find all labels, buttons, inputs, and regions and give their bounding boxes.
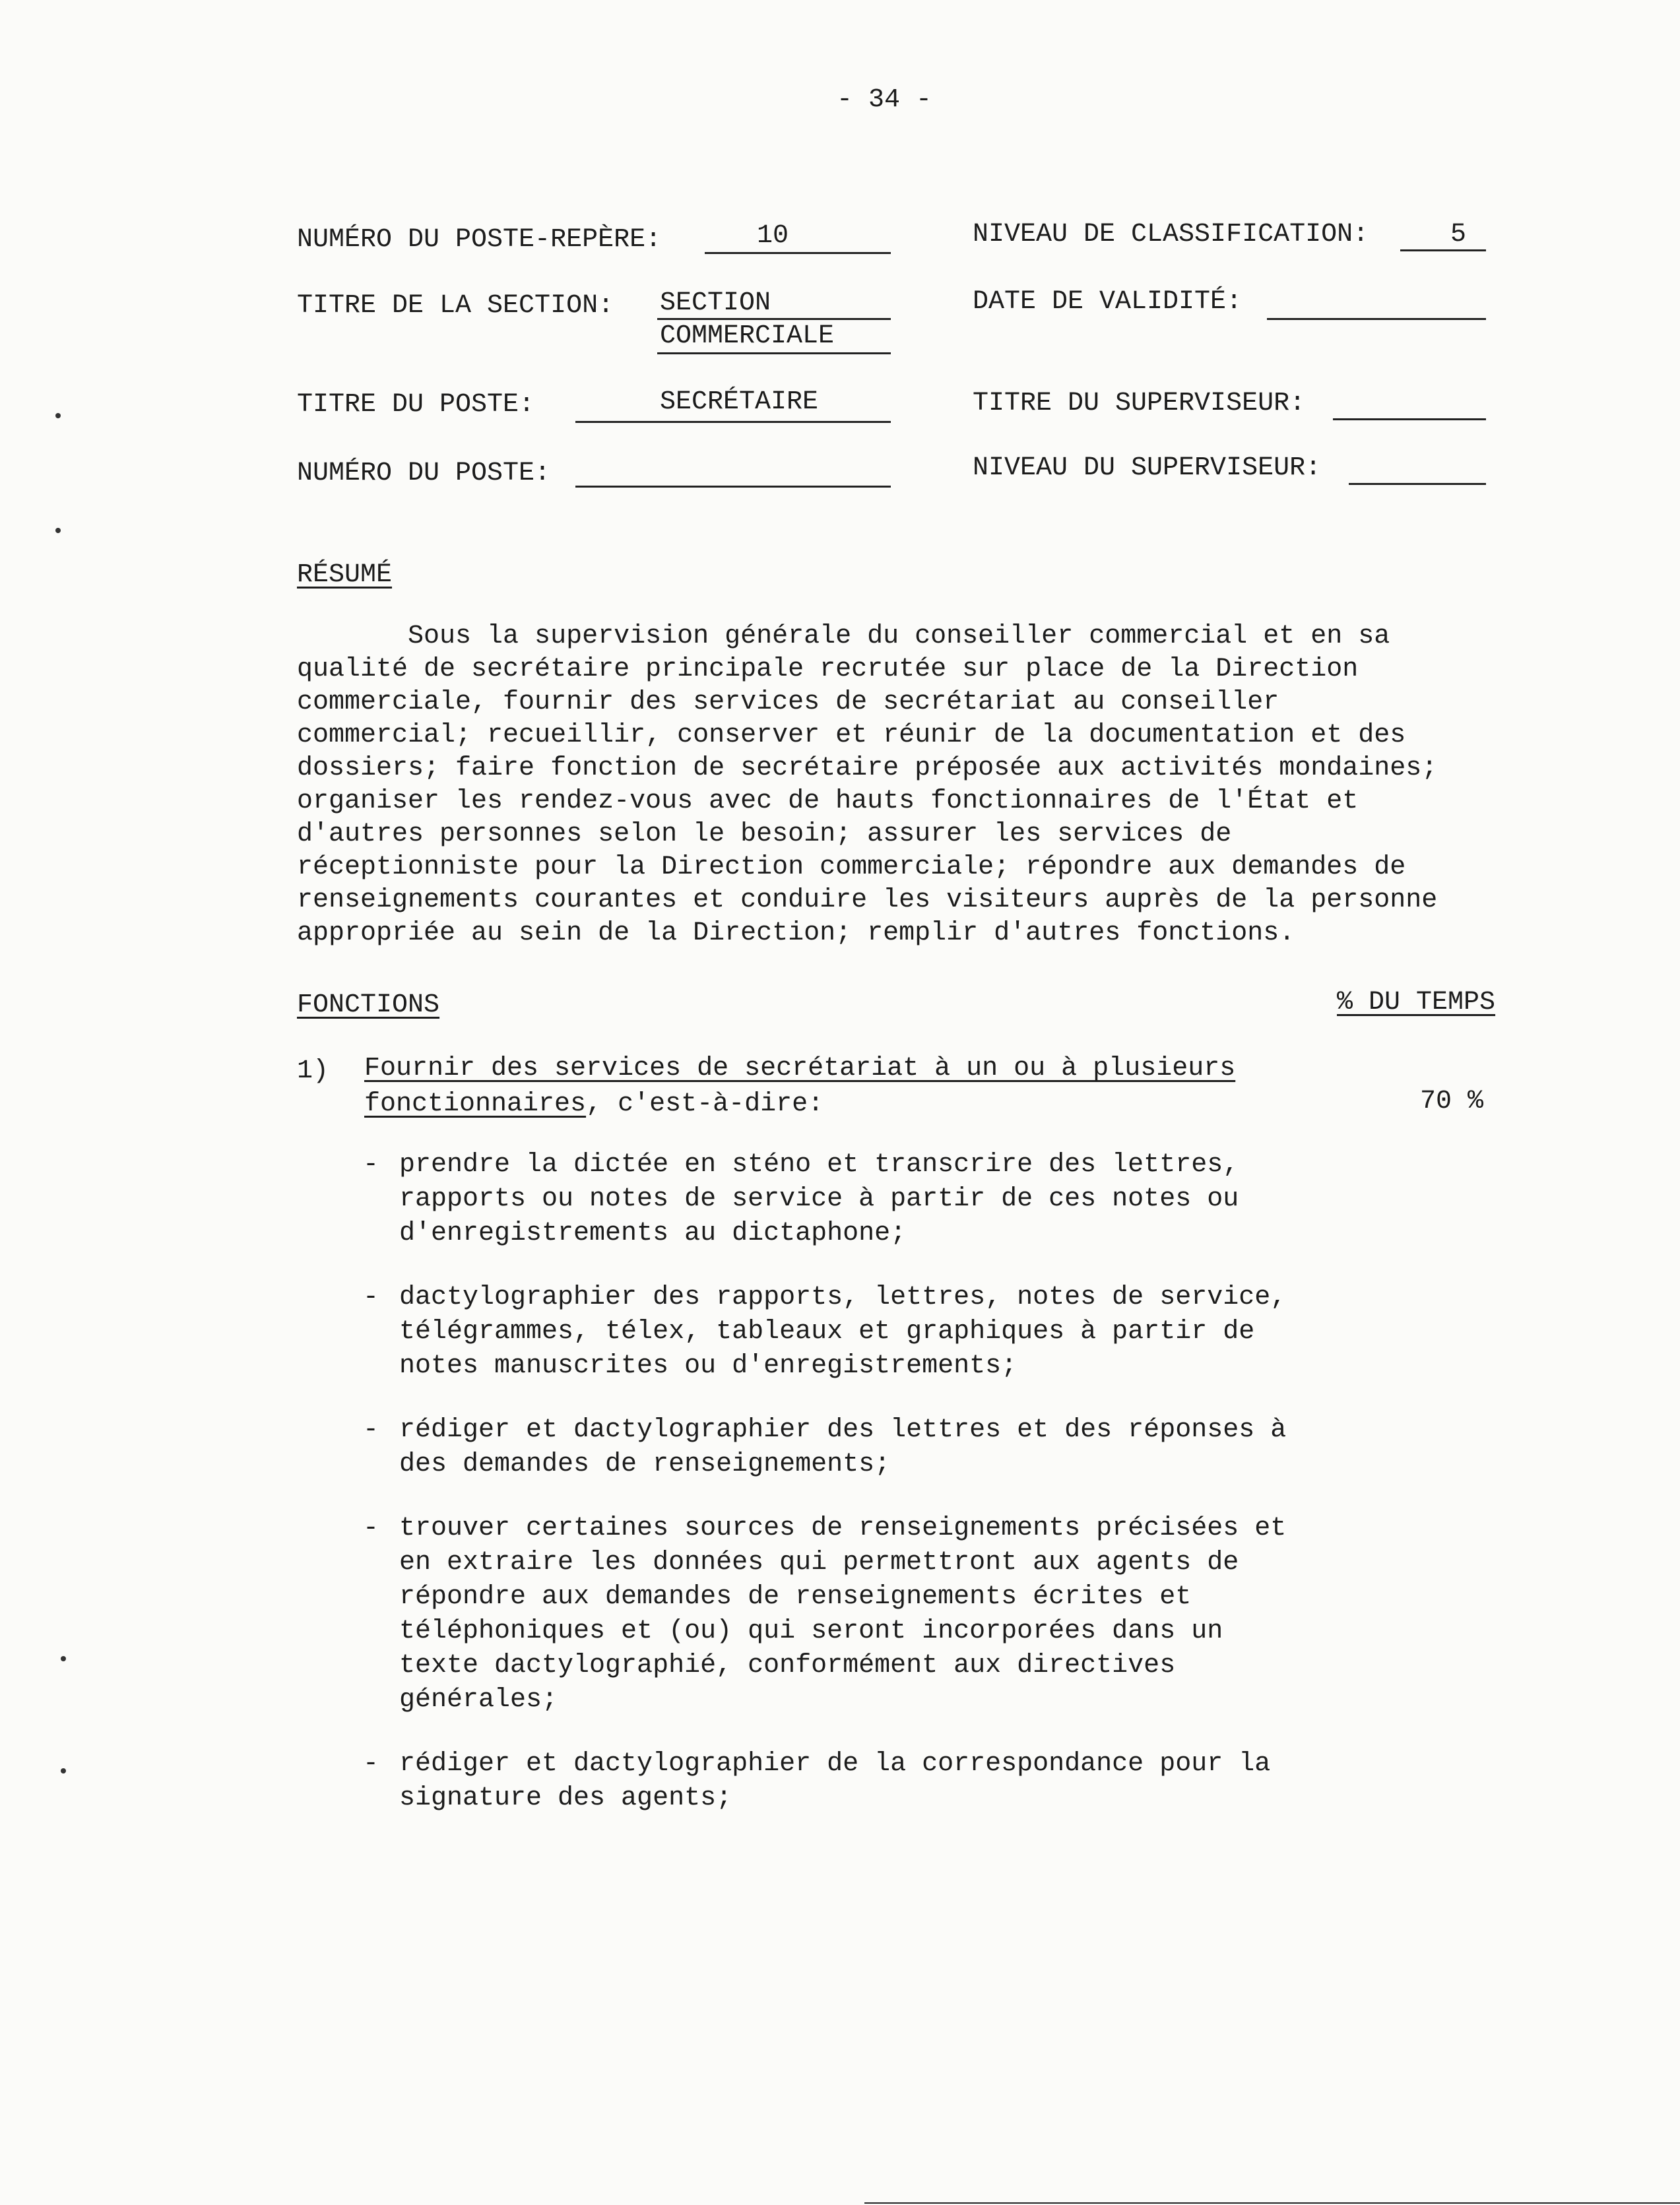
- list-item: [363, 1747, 1353, 1816]
- item-line: signature des agents;: [399, 1783, 732, 1813]
- niveau-classification-label: NIVEAU DE CLASSIFICATION:: [973, 220, 1369, 249]
- niveau-classification-line: [1400, 249, 1486, 251]
- task-percent: 70 %: [1420, 1087, 1484, 1116]
- task-subitems: [363, 1148, 1353, 1845]
- numero-poste-label: NUMÉRO DU POSTE:: [297, 459, 551, 488]
- list-item: [363, 1281, 1353, 1384]
- item-line: dactylographier des rapports, lettres, notes de service,: [399, 1283, 1287, 1312]
- list-dash: -: [363, 1514, 379, 1543]
- item-line: rédiger et dactylographier de la correspondance pour la: [399, 1749, 1271, 1779]
- task-title-underlined: fonctionnaires: [364, 1089, 587, 1119]
- fonctions-heading: FONCTIONS: [297, 990, 440, 1020]
- item-line: rapports ou notes de service à partir de ces notes ou: [399, 1184, 1239, 1214]
- numero-poste-line: [575, 486, 891, 488]
- bottom-edge-line: [864, 2202, 1680, 2204]
- resume-line: qualité de secrétaire principale recrutée sur place de la Direction: [297, 655, 1359, 684]
- scan-speck: [55, 413, 61, 418]
- list-item: [363, 1512, 1353, 1717]
- list-dash: -: [363, 1150, 379, 1180]
- resume-line: d'autres personnes selon le besoin; assurer les services de: [297, 819, 1232, 849]
- list-dash: -: [363, 1283, 379, 1312]
- resume-paragraph: [297, 620, 1498, 950]
- time-percent-heading: % DU TEMPS: [1337, 988, 1496, 1017]
- item-line: répondre aux demandes de renseignements écrites et: [399, 1582, 1192, 1612]
- item-line: en extraire les données qui permettront aux agents de: [399, 1548, 1239, 1578]
- list-dash: -: [363, 1415, 379, 1445]
- item-line: rédiger et dactylographier des lettres et des réponses à: [399, 1415, 1287, 1445]
- poste-repere-line: [705, 252, 891, 254]
- item-line: télégrammes, télex, tableaux et graphiques à partir de: [399, 1317, 1255, 1347]
- niveau-classification-value: 5: [1450, 220, 1467, 249]
- date-validite-line: [1267, 318, 1486, 320]
- titre-section-line-2: [657, 352, 891, 354]
- item-line: générales;: [399, 1685, 558, 1715]
- page-number: - 34 -: [837, 85, 932, 115]
- niveau-superviseur-label: NIVEAU DU SUPERVISEUR:: [973, 453, 1322, 483]
- titre-superviseur-line: [1333, 418, 1486, 420]
- resume-line: appropriée au sein de la Direction; remplir d'autres fonctions.: [297, 918, 1295, 948]
- titre-section-label: TITRE DE LA SECTION:: [297, 291, 614, 321]
- titre-section-value-2: COMMERCIALE: [660, 321, 835, 351]
- task-title-suffix: , c'est-à-dire:: [586, 1089, 824, 1119]
- resume-line: dossiers; faire fonction de secrétaire préposée aux activités mondaines;: [297, 753, 1438, 783]
- item-line: trouver certaines sources de renseignements précisées et: [399, 1514, 1287, 1543]
- scan-speck: [61, 1768, 66, 1774]
- resume-line: renseignements courantes et conduire les visiteurs auprès de la personne: [297, 885, 1438, 915]
- titre-poste-line: [575, 421, 891, 423]
- task-title-line2: [364, 1089, 824, 1120]
- titre-poste-label: TITRE DU POSTE:: [297, 390, 535, 420]
- poste-repere-value: 10: [757, 221, 789, 251]
- titre-section-value-1: SECTION: [660, 288, 771, 318]
- niveau-superviseur-line: [1349, 483, 1486, 485]
- titre-section-line-1: [657, 318, 891, 320]
- titre-poste-value: SECRÉTAIRE: [660, 387, 819, 417]
- item-line: d'enregistrements au dictaphone;: [399, 1219, 907, 1248]
- item-line: téléphoniques et (ou) qui seront incorporées dans un: [399, 1616, 1223, 1646]
- resume-line: organiser les rendez-vous avec de hauts fonctionnaires de l'État et: [297, 786, 1359, 816]
- resume-line: réceptionniste pour la Direction commerciale; répondre aux demandes de: [297, 852, 1406, 882]
- resume-heading: RÉSUMÉ: [297, 560, 393, 590]
- titre-superviseur-label: TITRE DU SUPERVISEUR:: [973, 389, 1306, 418]
- poste-repere-label: NUMÉRO DU POSTE-REPÈRE:: [297, 225, 662, 255]
- scan-speck: [61, 1656, 66, 1661]
- item-line: prendre la dictée en sténo et transcrire des lettres,: [399, 1150, 1239, 1180]
- list-item: [363, 1148, 1353, 1251]
- resume-line: commerciale, fournir des services de secrétariat au conseiller: [297, 687, 1279, 717]
- item-line: texte dactylographié, conformément aux directives: [399, 1651, 1176, 1680]
- item-line: notes manuscrites ou d'enregistrements;: [399, 1351, 1018, 1381]
- scan-speck: [55, 528, 61, 533]
- resume-line: commercial; recueillir, conserver et réunir de la documentation et des: [297, 720, 1406, 750]
- task-number: 1): [297, 1056, 329, 1086]
- task-title-line1: Fournir des services de secrétariat à un ou à plusieurs: [364, 1054, 1236, 1083]
- item-line: des demandes de renseignements;: [399, 1450, 891, 1479]
- list-dash: -: [363, 1749, 379, 1779]
- resume-line: Sous la supervision générale du conseiller commercial et en sa: [297, 622, 1390, 651]
- date-validite-label: DATE DE VALIDITÉ:: [973, 287, 1243, 317]
- list-item: [363, 1413, 1353, 1482]
